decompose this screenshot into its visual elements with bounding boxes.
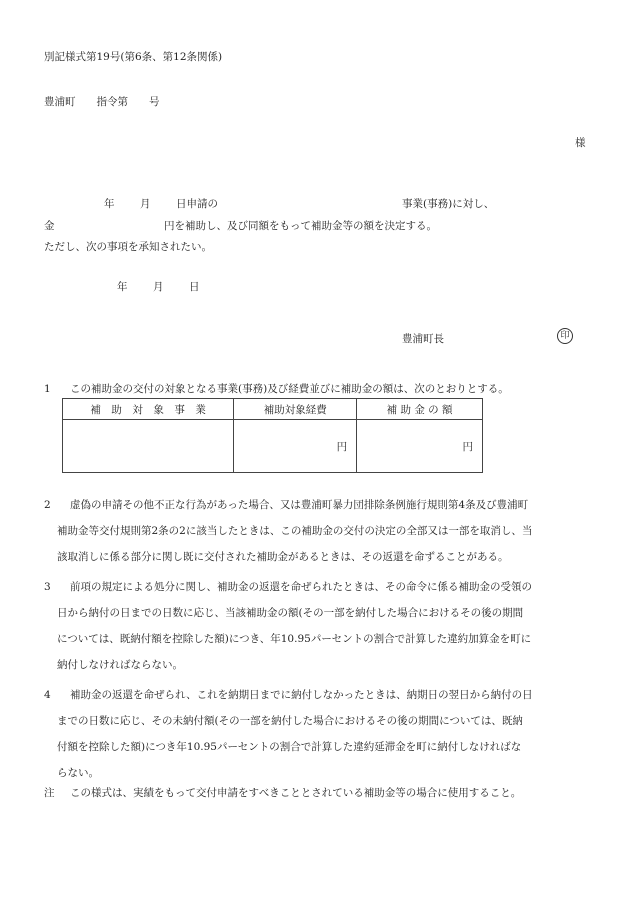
decision-month: 月 — [140, 198, 151, 210]
item-line: 虚偽の申請その他不正な行為があった場合、又は豊浦町暴力団排除条例施行規則第4条及び豊浦町 — [70, 499, 529, 511]
form-title: 別記様式第19号(第6条、第12条関係) — [44, 51, 223, 63]
date-day: 日 — [189, 281, 200, 293]
cell-target-business — [63, 420, 234, 473]
item-line: 付額を控除した額)につき年10.95パーセントの割合で計算した違約延滞金を町に納付しなければな — [57, 741, 522, 753]
item-number: 1 — [44, 383, 51, 395]
item-4 — [44, 682, 589, 786]
table-row — [63, 420, 483, 473]
item-line: までの日数に応じ、その未納付額(その一部を納付した場合におけるその後の期間については、既納 — [57, 715, 523, 727]
decision-kin: 金 — [44, 220, 55, 232]
decision-application-day: 日申請の — [176, 198, 218, 210]
item-line: らない。 — [57, 767, 99, 779]
note — [44, 780, 589, 806]
item-line: 補助金等交付規則第2条の2に該当したときは、この補助金の交付の決定の全部又は一部を取消し、当 — [57, 525, 533, 537]
decision-amount-text: 円を補助し、及び同額をもって補助金等の額を決定する。 — [164, 220, 437, 232]
cell-subsidy-amount: 円 — [357, 420, 483, 473]
decision-year: 年 — [104, 198, 115, 210]
date-year: 年 — [117, 281, 128, 293]
item-3 — [44, 574, 589, 678]
seal-mark: 印 — [557, 328, 573, 344]
document-number: 豊浦町 指令第 号 — [44, 96, 160, 108]
item-line: この補助金の交付の対象となる事業(事務)及び経費並びに補助金の額は、次のとおりとする。 — [70, 383, 509, 395]
item-line: 補助金の返還を命ぜられ、これを納期日までに納付しなかったときは、納期日の翌日から納付の日 — [70, 689, 533, 701]
item-number: 4 — [44, 689, 51, 701]
note-text: この様式は、実績をもって交付申請をすべきこととされている補助金等の場合に使用すること。 — [70, 787, 522, 799]
decision-business: 事業(事務)に対し、 — [402, 198, 495, 210]
note-label: 注 — [44, 787, 55, 799]
item-line: 該取消しに係る部分に関し既に交付された補助金があるときは、その返還を命ずることがある。 — [57, 551, 509, 563]
addressee-suffix: 様 — [575, 137, 586, 149]
header-target-business: 補 助 対 象 事 業 — [63, 399, 234, 420]
date-month: 月 — [153, 281, 164, 293]
header-target-expenses: 補助対象経費 — [234, 399, 357, 420]
item-number: 2 — [44, 499, 51, 511]
issuer-name: 豊浦町長 — [402, 333, 444, 345]
item-line: 前項の規定による処分に関し、補助金の返還を命ぜられたときは、その命令に係る補助金の受領の — [70, 581, 532, 593]
table-header-row — [63, 399, 483, 420]
decision-notice: ただし、次の事項を承知されたい。 — [44, 241, 212, 253]
item-number: 3 — [44, 581, 51, 593]
subsidy-table — [62, 398, 483, 473]
item-line: 日から納付の日までの日数に応じ、当該補助金の額(その一部を納付した場合におけるその後の期間 — [57, 607, 524, 619]
cell-target-expenses: 円 — [234, 420, 357, 473]
item-line: については、既納付額を控除した額)につき、年10.95パーセントの割合で計算した違約加算金を町に — [57, 633, 532, 645]
header-subsidy-amount: 補 助 金 の 額 — [357, 399, 483, 420]
item-2 — [44, 492, 589, 570]
item-line: 納付しなければならない。 — [57, 659, 183, 671]
